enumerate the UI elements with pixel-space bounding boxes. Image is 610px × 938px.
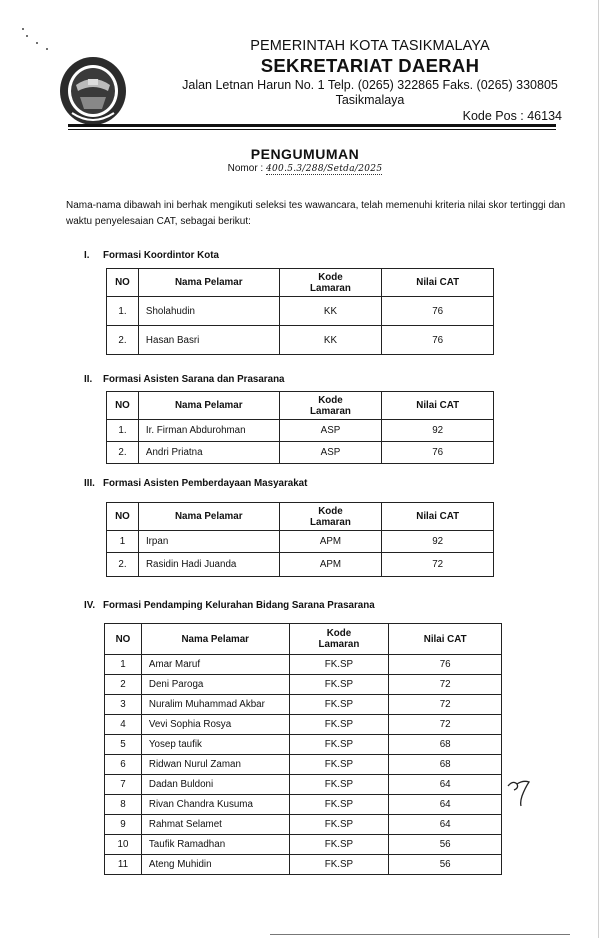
cell-name: Rasidin Hadi Juanda xyxy=(138,553,279,577)
scan-specks xyxy=(22,28,52,52)
section-title: Formasi Koordintor Kota xyxy=(103,250,219,261)
cell-no: 1. xyxy=(107,420,139,442)
cell-code: FK.SP xyxy=(289,815,389,835)
cell-name: Amar Maruf xyxy=(141,655,289,675)
cell-score: 64 xyxy=(389,795,502,815)
col-name: Nama Pelamar xyxy=(138,392,279,420)
table-row xyxy=(107,442,494,464)
cell-score: 64 xyxy=(389,775,502,795)
section-title: Formasi Asisten Sarana dan Prasarana xyxy=(103,374,285,385)
section-title: Formasi Pendamping Kelurahan Bidang Sarana Prasarana xyxy=(103,600,375,611)
col-code-line1: Kode xyxy=(318,505,343,517)
cell-score: 56 xyxy=(389,855,502,875)
cell-code: FK.SP xyxy=(289,735,389,755)
header-government-name: PEMERINTAH KOTA TASIKMALAYA xyxy=(250,38,490,54)
cell-no: 4 xyxy=(105,715,142,735)
section-heading-1 xyxy=(84,250,219,261)
cell-no: 2. xyxy=(107,553,139,577)
cell-code: FK.SP xyxy=(289,775,389,795)
letterhead-rule-thin xyxy=(68,129,556,130)
cell-code: APM xyxy=(279,531,382,553)
cell-name: Dadan Buldoni xyxy=(141,775,289,795)
cell-score: 72 xyxy=(389,715,502,735)
cell-code: FK.SP xyxy=(289,675,389,695)
cell-score: 68 xyxy=(389,735,502,755)
col-name: Nama Pelamar xyxy=(141,624,289,655)
cell-code: FK.SP xyxy=(289,795,389,815)
header-address: Jalan Letnan Harun No. 1 Telp. (0265) 322865 Faks. (0265) 330805 xyxy=(182,78,558,92)
cell-score: 72 xyxy=(389,695,502,715)
col-code-line2: Lamaran xyxy=(318,639,360,650)
table-row xyxy=(105,775,502,795)
col-no: NO xyxy=(107,269,139,297)
cell-no: 11 xyxy=(105,855,142,875)
announcement-title: PENGUMUMAN xyxy=(250,146,360,162)
header-city: Tasikmalaya xyxy=(335,93,405,107)
cell-no: 8 xyxy=(105,795,142,815)
section-title: Formasi Asisten Pemberdayaan Masyarakat xyxy=(103,478,308,489)
cell-name: Ir. Firman Abdurohman xyxy=(138,420,279,442)
table-row xyxy=(105,835,502,855)
cell-score: 76 xyxy=(389,655,502,675)
cell-name: Irpan xyxy=(138,531,279,553)
cell-name: Hasan Basri xyxy=(138,326,279,355)
col-code xyxy=(279,503,382,531)
table-row xyxy=(105,675,502,695)
table-header-row xyxy=(105,624,502,655)
section-heading-3 xyxy=(84,478,307,489)
table-header-row xyxy=(107,392,494,420)
cell-name: Vevi Sophia Rosya xyxy=(141,715,289,735)
table-row xyxy=(105,655,502,675)
cell-code: ASP xyxy=(279,442,382,464)
section-numeral: III. xyxy=(84,478,95,489)
col-score: Nilai CAT xyxy=(382,503,494,531)
table-section-1 xyxy=(106,268,494,355)
cell-score: 76 xyxy=(382,326,494,355)
cell-name: Deni Paroga xyxy=(141,675,289,695)
cell-score: 92 xyxy=(382,420,494,442)
header-postal-code: Kode Pos : 46134 xyxy=(462,109,562,123)
cell-no: 3 xyxy=(105,695,142,715)
cell-code: FK.SP xyxy=(289,695,389,715)
table-row xyxy=(105,715,502,735)
table-row xyxy=(107,326,494,355)
col-score: Nilai CAT xyxy=(382,392,494,420)
col-code-line2: Lamaran xyxy=(310,282,351,294)
cell-no: 2. xyxy=(107,326,139,355)
scan-page-edge xyxy=(598,0,599,938)
cell-code: FK.SP xyxy=(289,855,389,875)
cell-no: 9 xyxy=(105,815,142,835)
cell-no: 2 xyxy=(105,675,142,695)
cell-name: Andri Priatna xyxy=(138,442,279,464)
cell-score: 64 xyxy=(389,815,502,835)
announcement-number xyxy=(0,163,610,174)
cell-no: 10 xyxy=(105,835,142,855)
table-row xyxy=(105,855,502,875)
cell-name: Rahmat Selamet xyxy=(141,815,289,835)
cell-code: FK.SP xyxy=(289,835,389,855)
col-code-line1: Kode xyxy=(318,394,343,406)
cell-no: 6 xyxy=(105,755,142,775)
col-no: NO xyxy=(107,503,139,531)
cell-no: 2. xyxy=(107,442,139,464)
table-row xyxy=(105,755,502,775)
section-numeral: IV. xyxy=(84,600,96,611)
table-row xyxy=(105,795,502,815)
cell-no: 1 xyxy=(105,655,142,675)
intro-paragraph: Nama-nama dibawah ini berhak mengikuti seleksi tes wawancara, telah memenuhi kriteria nilai skor tertinggi dan waktu penyelesaian CAT, sebagai berikut: xyxy=(66,200,566,227)
col-code-line2: Lamaran xyxy=(310,516,351,528)
scan-bottom-line xyxy=(270,934,570,935)
col-score: Nilai CAT xyxy=(389,624,502,655)
cell-score: 76 xyxy=(382,297,494,326)
table-row xyxy=(105,735,502,755)
col-code-line1: Kode xyxy=(318,271,343,283)
cell-code: ASP xyxy=(279,420,382,442)
cell-name: Sholahudin xyxy=(138,297,279,326)
table-header-row xyxy=(107,503,494,531)
cell-name: Ridwan Nurul Zaman xyxy=(141,755,289,775)
cell-score: 92 xyxy=(382,531,494,553)
table-section-2 xyxy=(106,391,494,464)
col-no: NO xyxy=(107,392,139,420)
table-row xyxy=(105,695,502,715)
table-row xyxy=(107,420,494,442)
table-row xyxy=(105,815,502,835)
cell-name: Taufik Ramadhan xyxy=(141,835,289,855)
table-row xyxy=(107,553,494,577)
cell-code: FK.SP xyxy=(289,655,389,675)
section-numeral: I. xyxy=(84,250,90,261)
table-row xyxy=(107,297,494,326)
cell-code: APM xyxy=(279,553,382,577)
col-no: NO xyxy=(105,624,142,655)
col-score: Nilai CAT xyxy=(382,269,494,297)
table-section-4 xyxy=(104,623,502,875)
cell-name: Ateng Muhidin xyxy=(141,855,289,875)
section-numeral: II. xyxy=(84,374,93,385)
cell-code: FK.SP xyxy=(289,715,389,735)
cell-score: 72 xyxy=(389,675,502,695)
cell-no: 5 xyxy=(105,735,142,755)
cell-score: 72 xyxy=(382,553,494,577)
section-heading-4 xyxy=(84,600,375,611)
cell-score: 68 xyxy=(389,755,502,775)
cell-name: Rivan Chandra Kusuma xyxy=(141,795,289,815)
cell-code: KK xyxy=(279,326,382,355)
announcement-number-label: Nomor : xyxy=(227,163,264,174)
cell-code: FK.SP xyxy=(289,755,389,775)
cell-no: 1 xyxy=(107,531,139,553)
handwritten-initial-mark xyxy=(505,778,535,808)
cell-score: 76 xyxy=(382,442,494,464)
letterhead-rule-thick xyxy=(68,124,556,127)
section-heading-2 xyxy=(84,374,285,385)
cell-code: KK xyxy=(279,297,382,326)
table-header-row xyxy=(107,269,494,297)
cell-name: Yosep taufik xyxy=(141,735,289,755)
col-code xyxy=(279,269,382,297)
col-code xyxy=(279,392,382,420)
cell-name: Nuralim Muhammad Akbar xyxy=(141,695,289,715)
col-code xyxy=(289,624,389,655)
table-section-4-body xyxy=(105,655,502,875)
city-emblem-logo xyxy=(58,55,128,127)
cell-no: 1. xyxy=(107,297,139,326)
table-row xyxy=(107,531,494,553)
col-name: Nama Pelamar xyxy=(138,503,279,531)
header-office-name: SEKRETARIAT DAERAH xyxy=(260,55,480,76)
col-code-line2: Lamaran xyxy=(310,405,351,417)
cell-no: 7 xyxy=(105,775,142,795)
col-code-line1: Kode xyxy=(326,628,352,639)
col-name: Nama Pelamar xyxy=(138,269,279,297)
table-section-3 xyxy=(106,502,494,577)
cell-score: 56 xyxy=(389,835,502,855)
announcement-number-value: 400.5.3/288/Setda/2025 xyxy=(265,164,383,174)
